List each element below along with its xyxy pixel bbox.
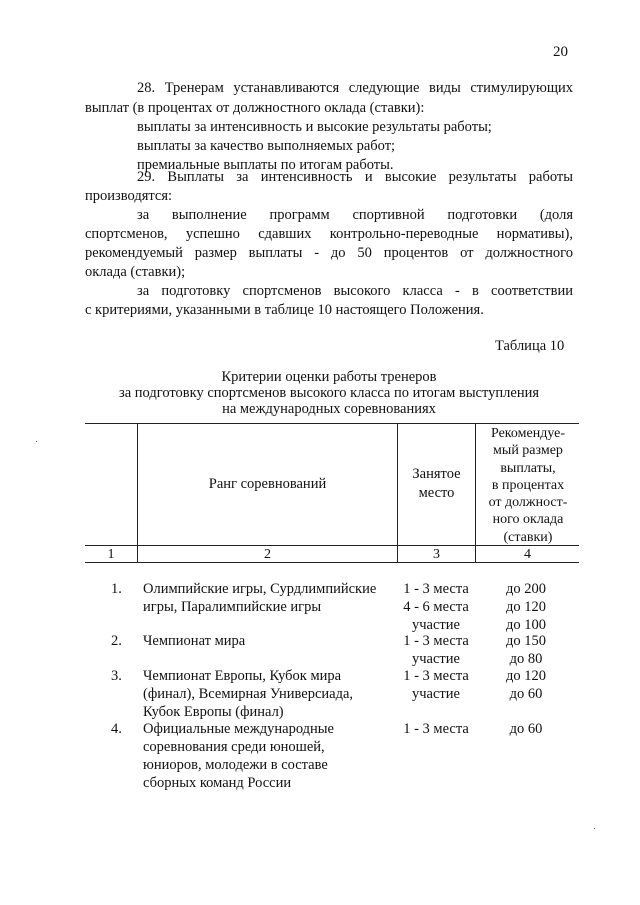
paragraph-28-line-1: 28. Тренерам устанавливаются следующие виды стимулирующих xyxy=(137,80,573,96)
row-4-number: 4. xyxy=(111,721,122,737)
row-1-pay-2: до 120 xyxy=(505,599,546,615)
row-4-place-1: 1 - 3 места xyxy=(403,721,469,737)
paragraph-29-line-1: 29. Выплаты за интенсивность и высокие результаты работы xyxy=(137,169,573,185)
row-4-rank-line-1: Официальные международные xyxy=(143,721,334,737)
page-number: 20 xyxy=(553,44,568,60)
row-3-pay-1: до 120 xyxy=(505,668,546,684)
header-place-line-2: место xyxy=(418,485,455,501)
table-label: Таблица 10 xyxy=(495,338,565,354)
header-rank: Ранг соревнований xyxy=(208,476,327,492)
row-1-place-1: 1 - 3 места xyxy=(403,581,469,597)
row-3-pay-2: до 60 xyxy=(509,686,543,702)
paragraph-29-a-line-4: оклада (ставки); xyxy=(85,264,186,280)
row-1-rank-line-2: игры, Паралимпийские игры xyxy=(143,599,322,615)
row-3-number: 3. xyxy=(111,668,122,684)
row-3-place-2: участие xyxy=(412,686,460,702)
header-place xyxy=(398,465,475,503)
row-3-rank-line-1: Чемпионат Европы, Кубок мира xyxy=(143,668,342,684)
row-3-rank-line-2: (финал), Всемирная Универсиада, xyxy=(143,686,354,702)
column-number-1: 1 xyxy=(107,547,115,562)
column-number-2: 2 xyxy=(264,547,271,562)
row-2-place-1: 1 - 3 места xyxy=(403,633,469,649)
column-number-4: 4 xyxy=(524,547,531,562)
scan-speck xyxy=(36,441,37,442)
row-4-rank-line-2: соревнования среди юношей, xyxy=(143,739,325,755)
row-4-rank-line-4: сборных команд России xyxy=(143,775,292,791)
row-1-pay-3: до 100 xyxy=(505,617,546,633)
paragraph-29-a-line-1: за выполнение программ спортивной подготовки (доля xyxy=(137,207,573,223)
table-title-line-2: за подготовку спортсменов высокого класса по итогам выступления xyxy=(118,385,540,401)
row-4-pay-1: до 60 xyxy=(509,721,543,737)
header-payment-line-5: от должност- xyxy=(488,495,568,511)
row-2-rank-line-1: Чемпионат мира xyxy=(143,633,246,649)
header-payment-line-3: выплаты, xyxy=(500,460,556,476)
row-2-pay-1: до 150 xyxy=(505,633,546,649)
table-top-border xyxy=(85,423,579,424)
row-1-place-2: 4 - 6 места xyxy=(403,599,469,615)
row-2-place-2: участие xyxy=(412,651,460,667)
paragraph-29-b-line-1: за подготовку спортсменов высокого класса - в соответствии xyxy=(137,283,573,299)
header-place-line-1: Занятое xyxy=(412,466,461,482)
column-number-3: 3 xyxy=(433,547,440,562)
row-1-place-3: участие xyxy=(412,617,460,633)
header-payment xyxy=(476,425,580,546)
row-1-rank-line-1: Олимпийские игры, Сурдлимпийские xyxy=(143,581,377,597)
paragraph-29-b-line-2: с критериями, указанными в таблице 10 настоящего Положения. xyxy=(85,302,484,318)
paragraph-28-line-2: выплат (в процентах от должностного оклада (ставки): xyxy=(85,100,425,116)
paragraph-28-item-3: премиальные выплаты по итогам работы. xyxy=(137,157,394,173)
paragraph-29-line-2: производятся: xyxy=(85,188,173,204)
paragraph-29-a-line-2: спортсменов, успешно сдавших контрольно-переводные нормативы), xyxy=(85,226,573,242)
row-1-pay-1: до 200 xyxy=(505,581,546,597)
paragraph-28-item-2: выплаты за качество выполняемых работ; xyxy=(137,138,396,154)
paragraph-29-a-line-3: рекомендуемый размер выплаты - до 50 процентов от должностного xyxy=(85,245,573,261)
row-2-pay-2: до 80 xyxy=(509,651,543,667)
row-4-rank-line-3: юниоров, молодежи в составе xyxy=(143,757,328,773)
header-payment-line-1: Рекомендуе- xyxy=(490,426,566,441)
row-3-rank-line-3: Кубок Европы (финал) xyxy=(143,704,284,720)
header-payment-line-2: мый размер xyxy=(493,443,563,459)
row-3-place-1: 1 - 3 места xyxy=(403,668,469,684)
header-payment-line-6: ного оклада xyxy=(492,512,564,528)
table-title-line-3: на международных соревнованиях xyxy=(222,401,436,417)
table-title-line-1: Критерии оценки работы тренеров xyxy=(221,369,437,385)
header-payment-line-4: в процентах xyxy=(491,477,565,493)
row-1-number: 1. xyxy=(111,581,122,597)
header-payment-line-7: (ставки) xyxy=(503,529,553,545)
row-2-number: 2. xyxy=(111,633,122,649)
scan-speck xyxy=(594,828,595,829)
paragraph-28-item-1: выплаты за интенсивность и высокие результаты работы; xyxy=(137,119,492,135)
